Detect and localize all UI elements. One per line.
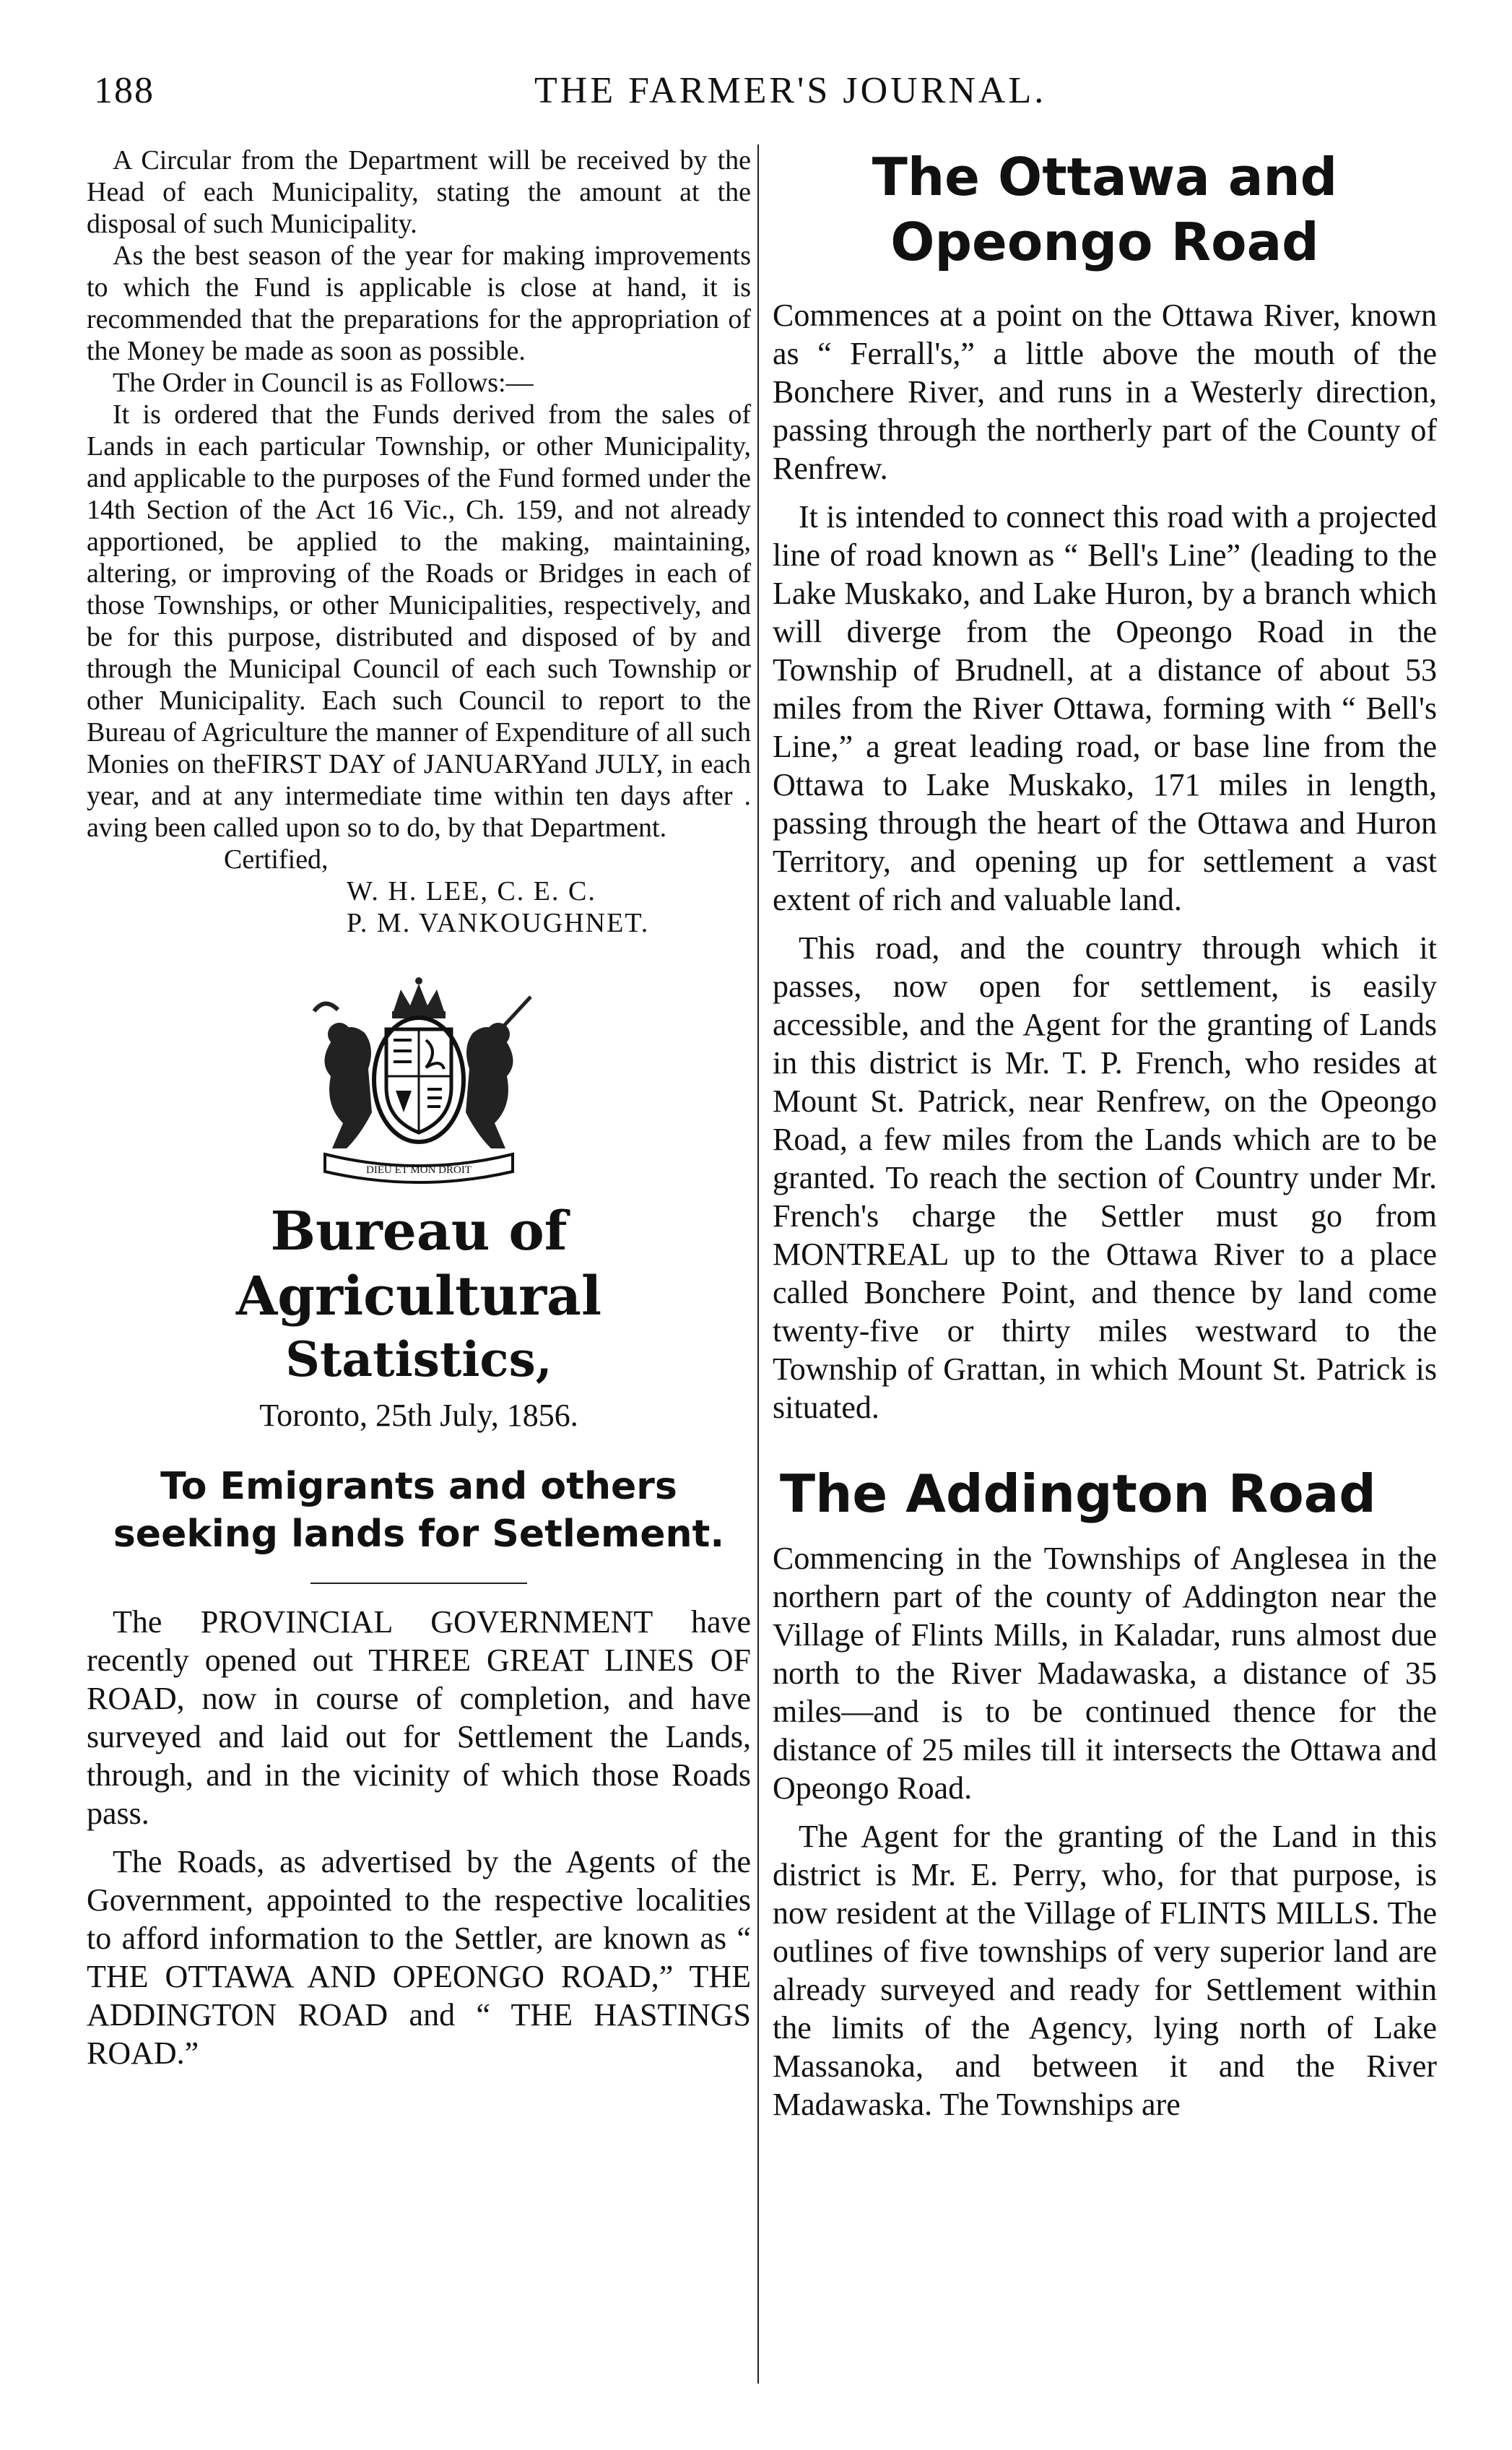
running-title: THE FARMER'S JOURNAL. <box>534 70 1047 111</box>
bureau-title: Bureau of Agricultural <box>235 1200 602 1328</box>
ottawa-paragraph-1: Commences at a point on the Ottawa River, known as “ Ferrall's,” a little above the mouth of the Bonchere River, and runs in a Westerly direction, passing through the northerly part of the County of Renfrew. <box>773 298 1437 486</box>
addington-paragraph-2: The Agent for the granting of the Land in this district is Mr. E. Perry, who, for that purpose, is now resident at the Village of FLINTS MILLS. The outlines of five townships of very superior land are already surveyed and ready for Settlement within the limits of the Agency, lying north of Lake Massanoka, and between it and the River Madawaska. The Townships are <box>773 1819 1437 2122</box>
ottawa-opeongo-heading: The Ottawa and Opeongo Road <box>872 147 1338 272</box>
provincial-government-paragraph: The PROVINCIAL GOVERNMENT have recently opened out THREE GREAT LINES OF ROAD, now in course of completion, and have surveyed and laid out for Settlement the Lands, through, and in the vicinity of which those Roads pass. <box>87 1604 751 1831</box>
shield-icon <box>386 1029 451 1133</box>
crown-icon <box>392 977 446 1018</box>
ottawa-opeongo-section <box>773 296 1437 1427</box>
signatory-vankoughnet: P. M. VANKOUGHNET. <box>347 908 650 938</box>
dateline: Toronto, 25th July, 1856. <box>259 1398 578 1433</box>
circular-paragraph: A Circular from the Department will be received by the Head of each Municipality, stating the amount at the disposal of such Municipality. <box>87 145 751 239</box>
signatory-lee: W. H. LEE, C. E. C. <box>347 876 596 906</box>
right-column <box>773 144 1437 2124</box>
government-notice <box>87 1603 751 2072</box>
lion-supporter-icon <box>314 1003 372 1148</box>
certified-label: Certified, <box>224 844 329 875</box>
emigrants-heading: To Emigrants and others seeking lands for Setlement. <box>113 1465 725 1556</box>
page-header <box>87 69 1444 120</box>
bureau-subtitle: Statistics, <box>285 1331 552 1388</box>
unicorn-supporter-icon <box>466 997 531 1148</box>
addington-section <box>773 1539 1437 2124</box>
left-column <box>87 144 751 2072</box>
signature-block <box>87 844 751 939</box>
addington-heading: The Addington Road <box>780 1463 1376 1524</box>
column-divider <box>757 144 759 2384</box>
ottawa-paragraph-2: It is intended to connect this road with a projected line of road known as “ Bell's Line” (leading to the Lake Muskako, and Lake Huron, by a branch which will diverge from the Opeongo Road in the Township of Brudnell, at a distance of about 53 miles from the River Ottawa, forming with “ Bell's Line,” a great leading road, or base line from the Ottawa to Lake Muskako, 171 miles in length, passing through the heart of the Ottawa and Huron Territory, and opening up for settlement a vast extent of rich and valuable land. <box>773 499 1437 917</box>
svg-text:DIEU ET MON DROIT: DIEU ET MON DROIT <box>366 1164 472 1176</box>
page-number: 188 <box>94 70 155 111</box>
order-intro: The Order in Council is as Follows:— <box>113 368 534 398</box>
section-divider <box>310 1583 527 1584</box>
season-paragraph: As the best season of the year for making improvements to which the Fund is applicable is close at hand, it is recommended that the preparations for the appropriation of the Money be made as soon as possible. <box>87 241 751 366</box>
circular-notice <box>87 144 751 844</box>
motto-ribbon <box>325 1154 513 1182</box>
roads-paragraph: The Roads, as advertised by the Agents of the Government, appointed to the respective localities to afford information to the Settler, are known as “ THE OTTAWA AND OPEONGO ROAD,” THE ADDINGTON ROAD and “ THE HASTINGS ROAD.” <box>87 1844 751 2071</box>
order-paragraph: It is ordered that the Funds derived from the sales of Lands in each particular Township, or other Municipality, and applicable to the purposes of the Fund formed under the 14th Section of the Act 16 Vic., Ch. 159, and not already apportioned, be applied to the making, maintaining, altering, or improving of the Roads or Bridges in each of those Townships, or other Municipalities, respectively, and be for this purpose, distributed and disposed of by and through the Municipal Council of each such Township or other Municipality. Each such Council to report to the Bureau of Agriculture the manner of Expenditure of all such Monies on theFIRST DAY of JANUARYand JULY, in each year, and at any intermediate time within ten days after . aving been called upon so to do, by that Department. <box>87 399 751 843</box>
royal-arms-emblem <box>246 968 592 1185</box>
ottawa-paragraph-3: This road, and the country through which it passes, now open for settlement, is easily accessible, and the Agent for the granting of Lands in this district is Mr. T. P. French, who resides at Mount St. Patrick, near Renfrew, on the Opeongo Road, a few miles from the Lands which are to be granted. To reach the section of Country under Mr. French's charge the Settler must go from MONTREAL up to the Ottawa River to a place called Bonchere Point, and thence by land come twenty-five or thirty miles westward to the Township of Grattan, in which Mount St. Patrick is situated. <box>773 930 1437 1425</box>
addington-paragraph-1: Commencing in the Townships of Anglesea in the northern part of the county of Addington near the Village of Flints Mills, in Kaladar, runs almost due north to the River Madawaska, a distance of 35 miles—and is to be continued thence for the distance of 25 miles till it intersects the Ottawa and Opeongo Road. <box>773 1541 1437 1806</box>
